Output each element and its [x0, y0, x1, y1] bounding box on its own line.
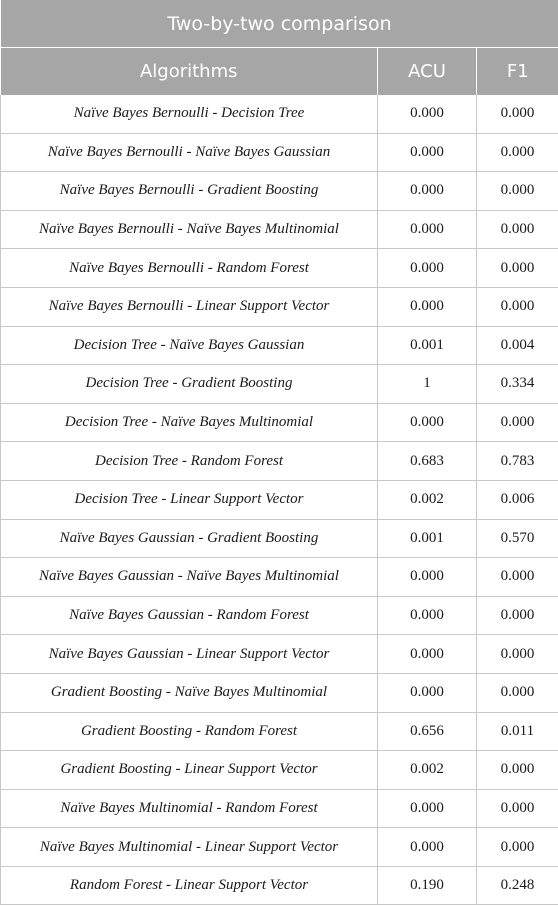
table-row — [1, 866, 558, 905]
cell-acu: 0.190 — [378, 866, 477, 905]
cell-f1: 0.000 — [477, 287, 558, 326]
cell-algorithm-pair: Decision Tree - Linear Support Vector — [1, 480, 378, 519]
table-row — [1, 751, 558, 790]
cell-acu: 0.000 — [378, 828, 477, 867]
table-row — [1, 712, 558, 751]
cell-algorithm-pair: Naïve Bayes Bernoulli - Naïve Bayes Gaussian — [1, 133, 378, 172]
cell-acu: 0.000 — [378, 133, 477, 172]
table-row — [1, 172, 558, 211]
cell-f1: 0.011 — [477, 712, 558, 751]
cell-acu: 0.002 — [378, 480, 477, 519]
cell-acu: 0.000 — [378, 210, 477, 249]
cell-acu: 0.000 — [378, 673, 477, 712]
table-row — [1, 673, 558, 712]
cell-f1: 0.000 — [477, 596, 558, 635]
header-algorithms: Algorithms — [1, 48, 378, 96]
cell-acu: 0.000 — [378, 596, 477, 635]
table-row — [1, 519, 558, 558]
table-row — [1, 789, 558, 828]
cell-f1: 0.000 — [477, 133, 558, 172]
cell-f1: 0.000 — [477, 789, 558, 828]
cell-algorithm-pair: Decision Tree - Naïve Bayes Gaussian — [1, 326, 378, 365]
header-acu: ACU — [378, 48, 477, 96]
cell-f1: 0.000 — [477, 828, 558, 867]
cell-algorithm-pair: Naïve Bayes Gaussian - Naïve Bayes Multinomial — [1, 558, 378, 597]
table-row — [1, 95, 558, 133]
cell-algorithm-pair: Random Forest - Linear Support Vector — [1, 866, 378, 905]
cell-algorithm-pair: Naïve Bayes Gaussian - Gradient Boosting — [1, 519, 378, 558]
table-row — [1, 133, 558, 172]
table-header-row — [1, 48, 558, 96]
cell-acu: 0.001 — [378, 326, 477, 365]
table-row — [1, 635, 558, 674]
cell-f1: 0.000 — [477, 635, 558, 674]
cell-acu: 0.000 — [378, 789, 477, 828]
cell-f1: 0.000 — [477, 558, 558, 597]
cell-f1: 0.783 — [477, 442, 558, 481]
cell-acu: 0.000 — [378, 635, 477, 674]
table-row — [1, 365, 558, 404]
cell-acu: 0.000 — [378, 287, 477, 326]
table-row — [1, 828, 558, 867]
cell-algorithm-pair: Naïve Bayes Bernoulli - Gradient Boosting — [1, 172, 378, 211]
cell-algorithm-pair: Naïve Bayes Bernoulli - Naïve Bayes Multinomial — [1, 210, 378, 249]
cell-acu: 0.000 — [378, 558, 477, 597]
cell-algorithm-pair: Decision Tree - Gradient Boosting — [1, 365, 378, 404]
cell-acu: 0.000 — [378, 95, 477, 133]
table-title: Two-by-two comparison — [1, 0, 558, 48]
cell-algorithm-pair: Naïve Bayes Gaussian - Random Forest — [1, 596, 378, 635]
cell-f1: 0.334 — [477, 365, 558, 404]
table-row — [1, 596, 558, 635]
cell-algorithm-pair: Naïve Bayes Gaussian - Linear Support Vector — [1, 635, 378, 674]
cell-acu: 0.683 — [378, 442, 477, 481]
cell-algorithm-pair: Naïve Bayes Bernoulli - Linear Support Vector — [1, 287, 378, 326]
cell-f1: 0.000 — [477, 172, 558, 211]
cell-f1: 0.004 — [477, 326, 558, 365]
cell-f1: 0.000 — [477, 673, 558, 712]
cell-acu: 0.000 — [378, 172, 477, 211]
table-row — [1, 287, 558, 326]
cell-f1: 0.000 — [477, 95, 558, 133]
table-row — [1, 480, 558, 519]
cell-algorithm-pair: Decision Tree - Random Forest — [1, 442, 378, 481]
cell-f1: 0.000 — [477, 403, 558, 442]
cell-f1: 0.570 — [477, 519, 558, 558]
cell-algorithm-pair: Gradient Boosting - Linear Support Vector — [1, 751, 378, 790]
cell-f1: 0.000 — [477, 751, 558, 790]
cell-algorithm-pair: Gradient Boosting - Random Forest — [1, 712, 378, 751]
table-row — [1, 403, 558, 442]
cell-algorithm-pair: Naïve Bayes Bernoulli - Random Forest — [1, 249, 378, 288]
table-row — [1, 210, 558, 249]
cell-acu: 1 — [378, 365, 477, 404]
cell-algorithm-pair: Decision Tree - Naïve Bayes Multinomial — [1, 403, 378, 442]
table-row — [1, 442, 558, 481]
table-row — [1, 558, 558, 597]
cell-algorithm-pair: Naïve Bayes Bernoulli - Decision Tree — [1, 95, 378, 133]
header-f1: F1 — [477, 48, 558, 96]
cell-acu: 0.000 — [378, 249, 477, 288]
cell-algorithm-pair: Naïve Bayes Multinomial - Random Forest — [1, 789, 378, 828]
cell-f1: 0.248 — [477, 866, 558, 905]
cell-acu: 0.002 — [378, 751, 477, 790]
cell-acu: 0.000 — [378, 403, 477, 442]
cell-f1: 0.000 — [477, 249, 558, 288]
table-row — [1, 326, 558, 365]
table-title-row — [1, 0, 558, 48]
cell-f1: 0.006 — [477, 480, 558, 519]
cell-acu: 0.656 — [378, 712, 477, 751]
table-row — [1, 249, 558, 288]
cell-f1: 0.000 — [477, 210, 558, 249]
cell-algorithm-pair: Naïve Bayes Multinomial - Linear Support Vector — [1, 828, 378, 867]
cell-acu: 0.001 — [378, 519, 477, 558]
cell-algorithm-pair: Gradient Boosting - Naïve Bayes Multinomial — [1, 673, 378, 712]
